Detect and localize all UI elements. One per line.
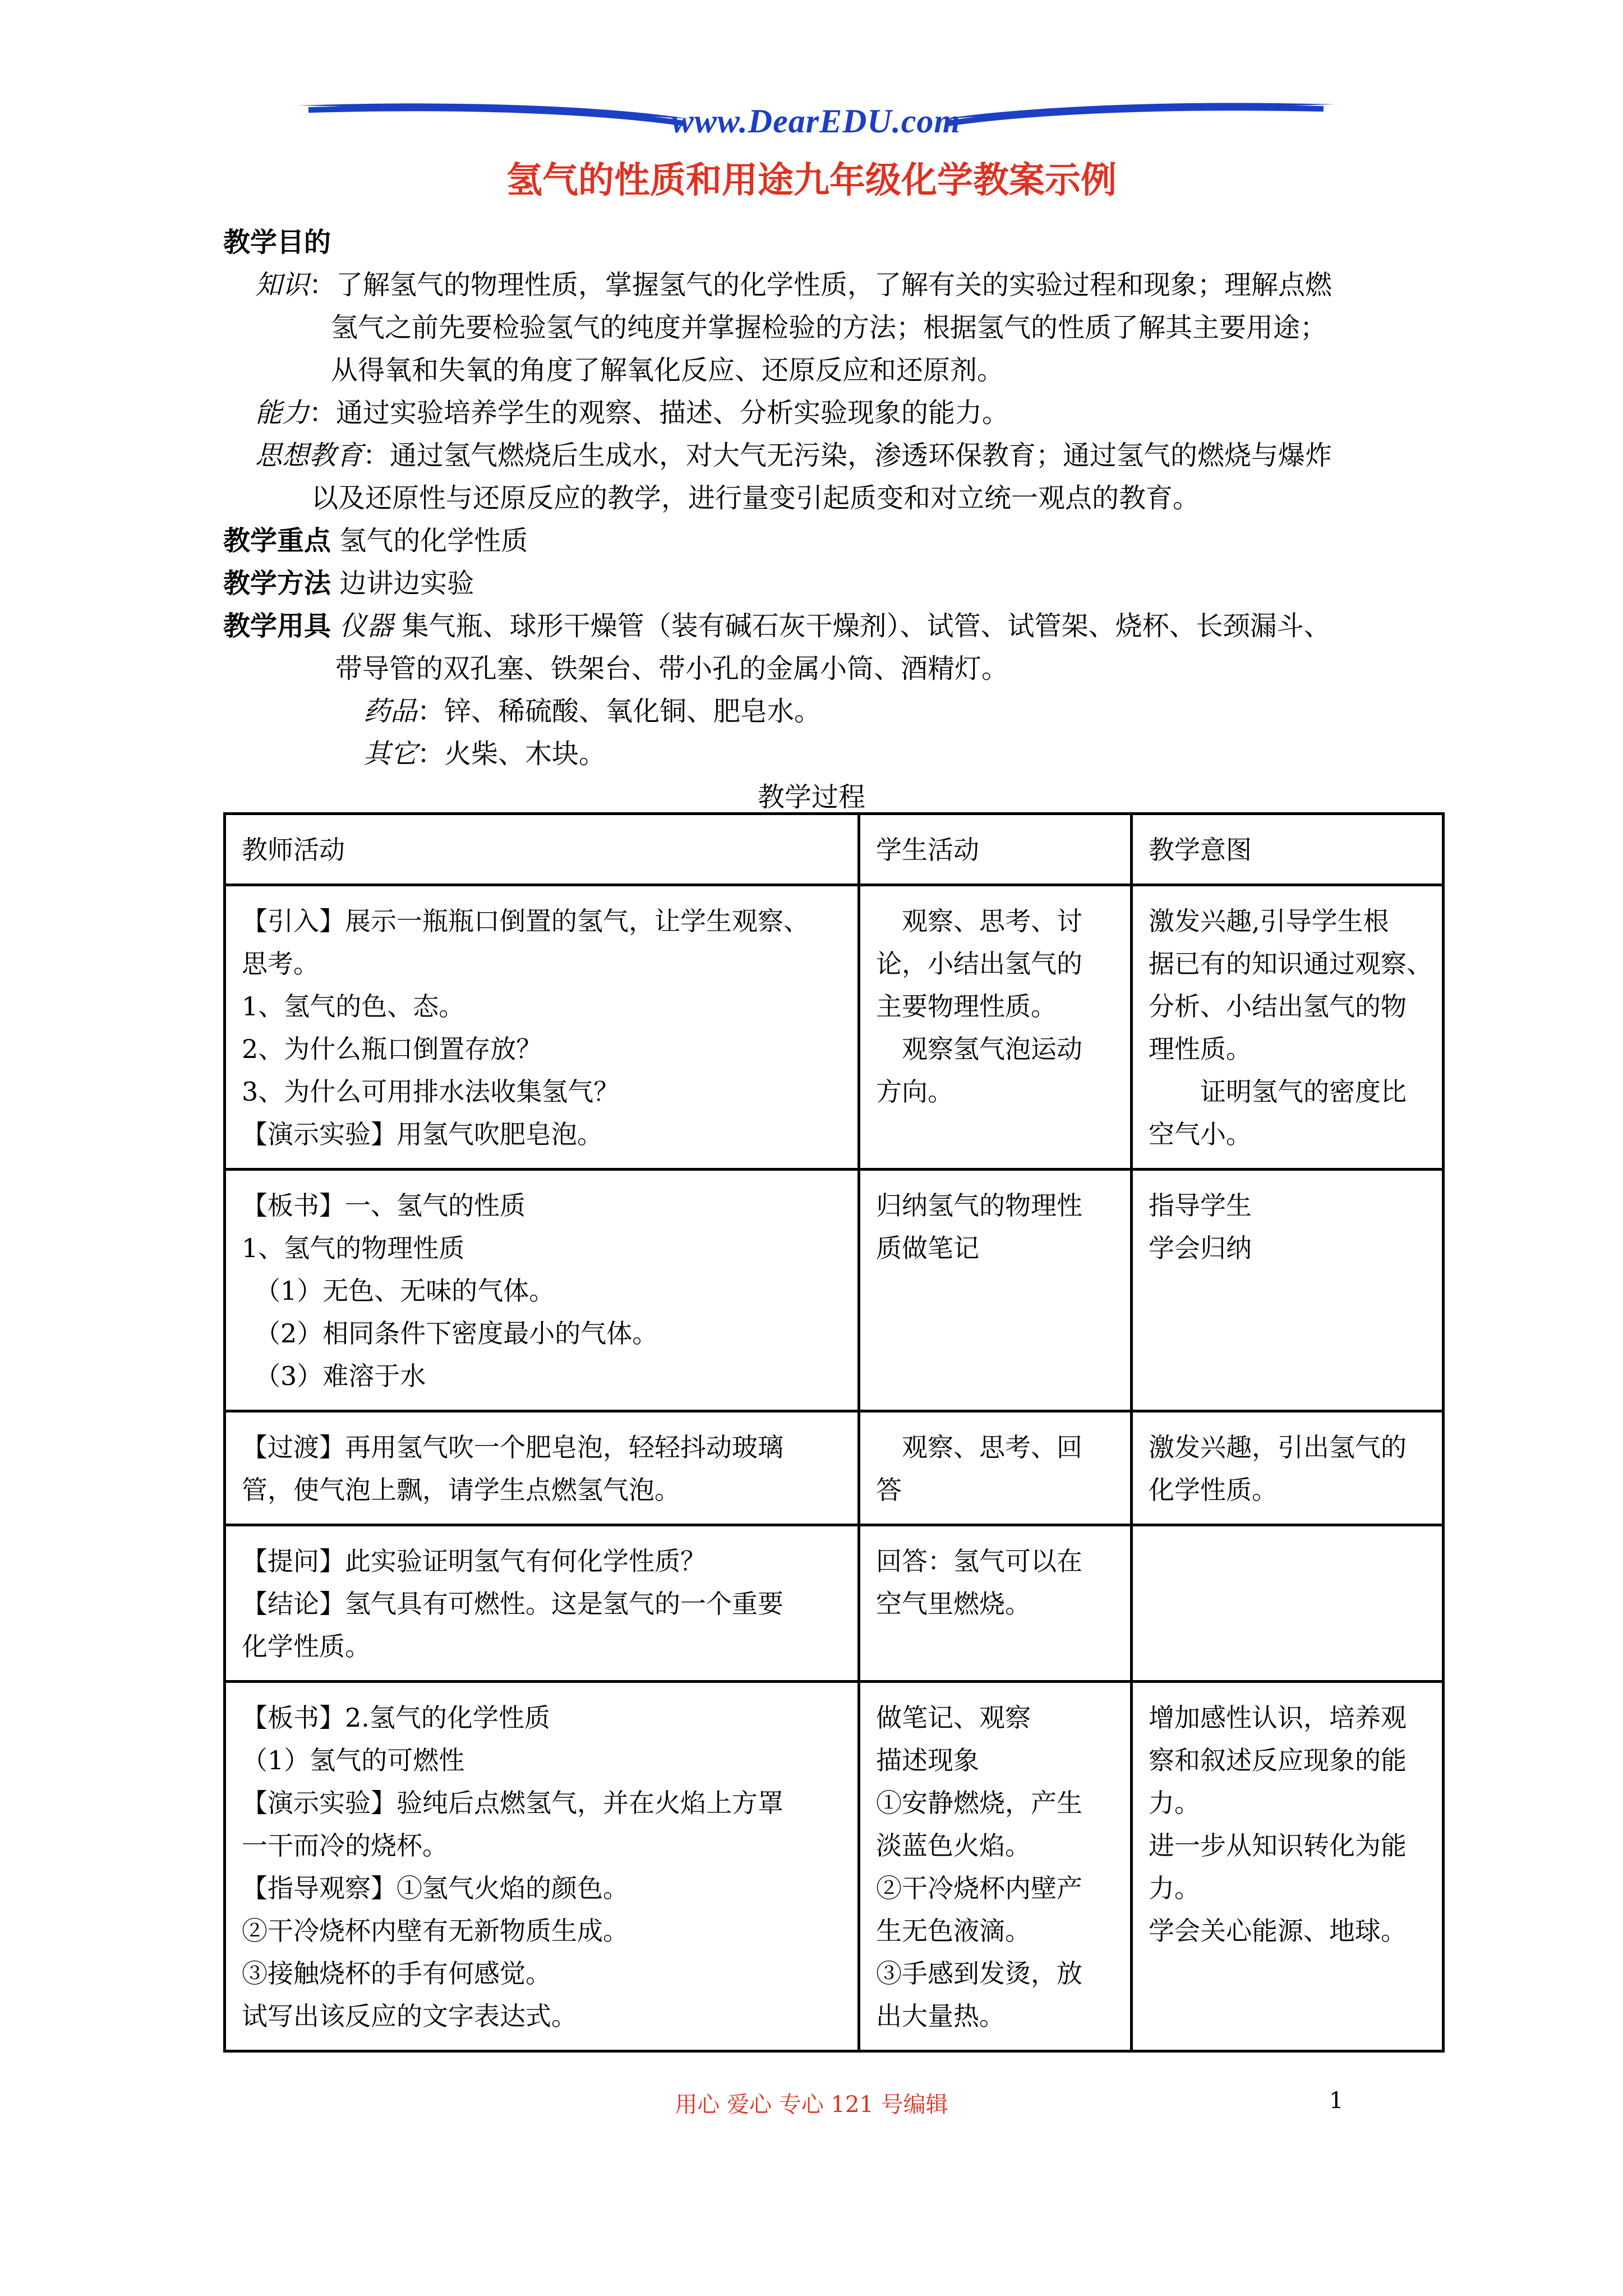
cell-line: 空气小。 (1149, 1119, 1252, 1149)
header-teacher-activity: 教师活动 (225, 814, 859, 885)
student-cell (859, 1170, 1132, 1411)
method-line (223, 567, 474, 600)
site-banner (297, 84, 1335, 146)
cell-line: 1、氢气的色、态。 (242, 991, 465, 1022)
knowledge-text-1: 了解氢气的物理性质，掌握氢气的化学性质，了解有关的实验过程和现象；理解点燃 (336, 269, 1332, 301)
cell-line: ②干冷烧杯内壁产 (876, 1873, 1082, 1903)
cell-line: 思考。 (242, 949, 319, 979)
focus-label: 教学重点 (223, 525, 331, 556)
cell-line: 主要物理性质。 (876, 991, 1057, 1022)
teacher-cell (225, 1170, 859, 1411)
ideology-line-2: 以及还原性与还原反应的教学，进行量变引起质变和对立统一观点的教育。 (311, 482, 1200, 514)
reagent-label: 药品 (363, 696, 418, 727)
cell-line: 【演示实验】验纯后点燃氢气，并在火焰上方罩 (242, 1788, 783, 1818)
document-title: 氢气的性质和用途九年级化学教案示例 (506, 159, 1117, 201)
method-label: 教学方法 (223, 568, 331, 599)
cell-line: ③手感到发烫，放 (876, 1958, 1082, 1989)
cell-line: 力。 (1149, 1873, 1200, 1903)
cell-line: 【板书】一、氢气的性质 (242, 1190, 525, 1221)
cell-line: 证明氢气的密度比 (1149, 1076, 1407, 1107)
cell-line: 增加感性认识，培养观 (1149, 1703, 1407, 1733)
cell-line: 据已有的知识通过观察、 (1149, 949, 1432, 979)
student-cell (859, 885, 1132, 1170)
cell-line: 管，使气泡上飘，请学生点燃氢气泡。 (242, 1475, 680, 1505)
table-row (225, 1170, 1444, 1411)
cell-line: 【指导观察】①氢气火焰的颜色。 (242, 1873, 629, 1903)
cell-line: 答 (876, 1475, 902, 1505)
cell-line: ③接触烧杯的手有何感觉。 (242, 1958, 551, 1989)
cell-line: 空气里燃烧。 (876, 1589, 1031, 1619)
header-teaching-intent: 教学意图 (1132, 814, 1444, 885)
teacher-cell (225, 1682, 859, 2051)
cell-line: 生无色液滴。 (876, 1916, 1031, 1946)
instrument-text-1: 集气瓶、球形干燥管（装有碱石灰干燥剂）、试管、试管架、烧杯、长颈漏斗、 (402, 610, 1331, 642)
instrument-label: 仪器 (339, 610, 394, 642)
cell-line: 【板书】2.氢气的化学性质 (242, 1703, 550, 1733)
process-table (223, 812, 1445, 2053)
other-label: 其它 (363, 738, 418, 770)
cell-line: 【演示实验】用氢气吹肥皂泡。 (242, 1119, 603, 1149)
cell-line: 回答：氢气可以在 (876, 1546, 1082, 1576)
ability-label: 能力 (255, 397, 310, 429)
banner-site-name[interactable]: www.DearEDU.com (671, 103, 961, 140)
intent-cell (1132, 1170, 1444, 1411)
cell-line: 做笔记、观察 (876, 1703, 1031, 1733)
cell-line: 激发兴趣，引出氢气的 (1149, 1432, 1407, 1462)
intent-cell (1132, 1682, 1444, 2051)
cell-line: 一干而冷的烧杯。 (242, 1830, 448, 1861)
objectives-heading: 教学目的 (223, 227, 331, 258)
table-header-row (225, 814, 1444, 885)
teacher-cell (225, 1525, 859, 1682)
cell-line: 试写出该反应的文字表达式。 (242, 2001, 577, 2031)
intent-cell (1132, 885, 1444, 1170)
instrument-line-2: 带导管的双孔塞、铁架台、带小孔的金属小筒、酒精灯。 (335, 653, 1009, 684)
table-row (225, 1411, 1444, 1525)
process-caption: 教学过程 (757, 781, 865, 813)
cell-line: 方向。 (876, 1076, 953, 1107)
cell-line: 2、为什么瓶口倒置存放？ (242, 1034, 542, 1064)
cell-line: ②干冷烧杯内壁有无新物质生成。 (242, 1916, 629, 1946)
cell-line: 归纳氢气的物理性 (876, 1190, 1082, 1221)
student-cell (859, 1682, 1132, 2051)
page-number: 1 (1329, 2088, 1344, 2114)
ideology-label: 思想教育 (255, 440, 363, 471)
cell-line: （1）氢气的可燃性 (242, 1745, 465, 1775)
cell-line: 分析、小结出氢气的物 (1149, 991, 1407, 1022)
cell-line: 【引入】展示一瓶瓶口倒置的氢气，让学生观察、 (242, 906, 809, 936)
cell-line: 【提问】此实验证明氢气有何化学性质？ (242, 1546, 706, 1576)
ideology-line-1: 思想教育：通过氢气燃烧后生成水，对大气无污染，渗透环保教育；通过氢气的燃烧与爆炸 (255, 440, 1332, 471)
cell-line: 论，小结出氢气的 (876, 949, 1082, 979)
table-row (225, 1525, 1444, 1682)
teacher-cell (225, 1411, 859, 1525)
tools-line-1 (223, 609, 1331, 643)
cell-line: ①安静燃烧，产生 (876, 1788, 1082, 1818)
footer-text: 用心 爱心 专心 121 号编辑 (675, 2092, 948, 2118)
student-cell (859, 1525, 1132, 1682)
cell-line: 指导学生 (1149, 1190, 1252, 1221)
cell-line: 学会关心能源、地球。 (1149, 1916, 1407, 1946)
cell-line: 出大量热。 (876, 2001, 1005, 2031)
reagent-line: 药品：锌、稀硫酸、氧化铜、肥皂水。 (363, 696, 822, 727)
knowledge-line-3: 从得氧和失氧的角度了解氧化反应、还原反应和还原剂。 (331, 355, 1004, 386)
cell-line: 化学性质。 (242, 1631, 371, 1662)
cell-line: 学会归纳 (1149, 1233, 1252, 1263)
cell-line: 进一步从知识转化为能 (1149, 1830, 1407, 1861)
cell-line: 力。 (1149, 1788, 1200, 1818)
cell-line: 1、氢气的物理性质 (242, 1233, 465, 1263)
cell-line: 观察、思考、回 (876, 1432, 1082, 1462)
cell-line: 激发兴趣,引导学生根 (1149, 906, 1389, 936)
other-line: 其它：火柴、木块。 (363, 738, 606, 770)
ability-line: 能力：通过实验培养学生的观察、描述、分析实验现象的能力。 (255, 397, 1009, 429)
other-text: 火柴、木块。 (444, 738, 606, 770)
header-student-activity: 学生活动 (859, 814, 1132, 885)
intent-cell (1132, 1411, 1444, 1525)
cell-line: 质做笔记 (876, 1233, 979, 1263)
ability-text: 通过实验培养学生的观察、描述、分析实验现象的能力。 (336, 397, 1009, 429)
table-row (225, 1682, 1444, 2051)
ideology-text-1: 通过氢气燃烧后生成水，对大气无污染，渗透环保教育；通过氢气的燃烧与爆炸 (390, 440, 1332, 471)
cell-line: 化学性质。 (1149, 1475, 1278, 1505)
cell-line: 理性质。 (1149, 1034, 1252, 1064)
cell-line: 【结论】氢气具有可燃性。这是氢气的一个重要 (242, 1589, 783, 1619)
reagent-text: 锌、稀硫酸、氧化铜、肥皂水。 (444, 696, 822, 727)
focus-text: 氢气的化学性质 (339, 525, 528, 556)
cell-line: （2）相同条件下密度最小的气体。 (242, 1318, 658, 1349)
knowledge-line-2: 氢气之前先要检验氢气的纯度并掌握检验的方法；根据氢气的性质了解其主要用途； (331, 312, 1327, 343)
table-row (225, 885, 1444, 1170)
cell-line: 观察、思考、讨 (876, 906, 1082, 936)
teacher-cell (225, 885, 859, 1170)
cell-line: （3）难溶于水 (242, 1361, 426, 1391)
cell-line: 淡蓝色火焰。 (876, 1830, 1031, 1861)
cell-line: 察和叙述反应现象的能 (1149, 1745, 1407, 1775)
cell-line: 3、为什么可用排水法收集氢气？ (242, 1076, 620, 1107)
cell-line: 观察氢气泡运动 (876, 1034, 1082, 1064)
student-cell (859, 1411, 1132, 1525)
cell-line: 【过渡】再用氢气吹一个肥皂泡，轻轻抖动玻璃 (242, 1432, 783, 1462)
cell-line: （1）无色、无味的气体。 (242, 1276, 555, 1306)
intent-cell (1132, 1525, 1444, 1682)
method-text: 边讲边实验 (339, 568, 474, 599)
knowledge-line-1: 知识：了解氢气的物理性质，掌握氢气的化学性质，了解有关的实验过程和现象；理解点燃 (255, 269, 1332, 301)
tools-label: 教学用具 (223, 610, 331, 642)
knowledge-label: 知识 (255, 269, 310, 301)
focus-line (223, 524, 528, 558)
cell-line: 描述现象 (876, 1745, 979, 1775)
